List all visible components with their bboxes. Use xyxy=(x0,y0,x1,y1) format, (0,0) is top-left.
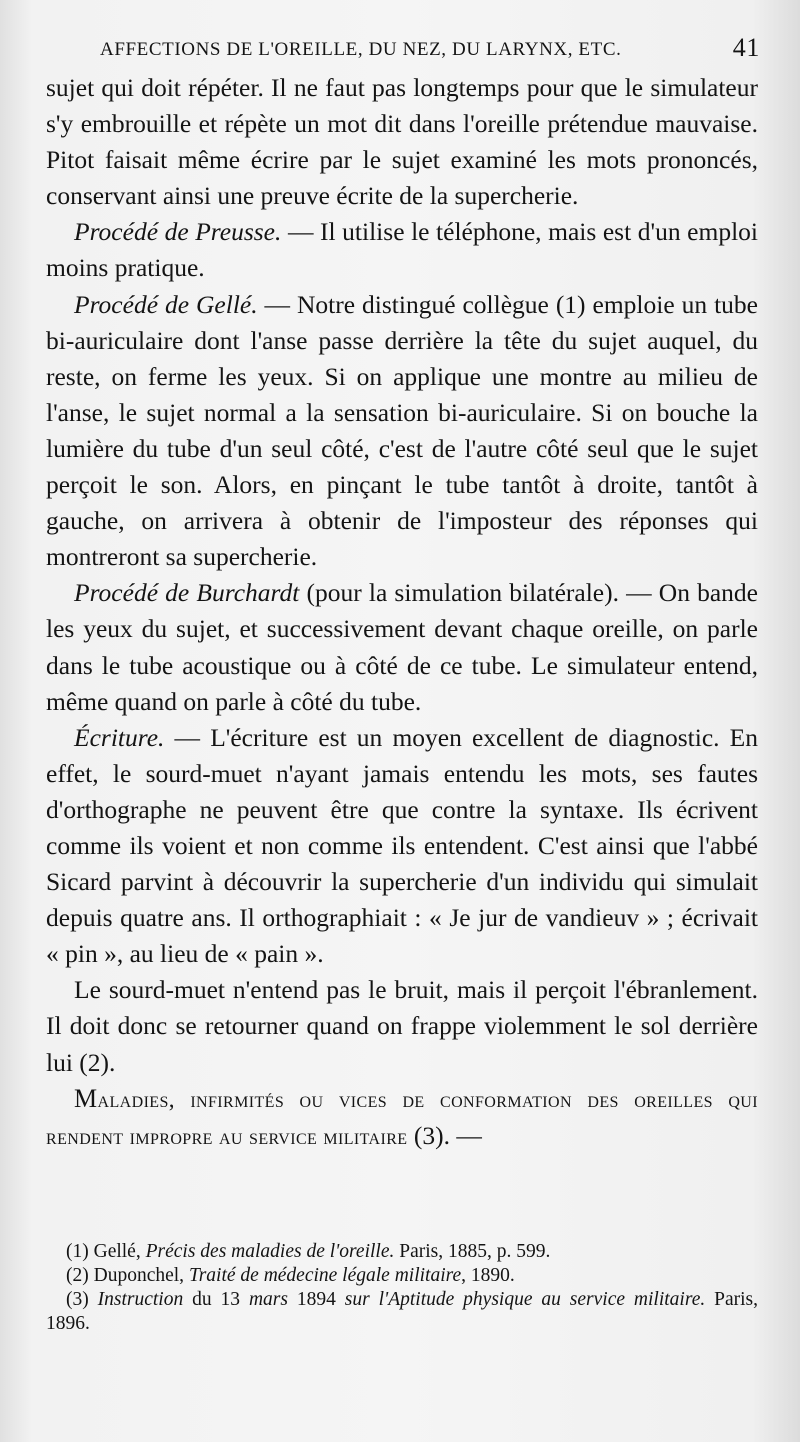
paragraph-gelle xyxy=(46,287,758,576)
footnote-title: mars xyxy=(248,1289,288,1310)
footnote-title: sur l'Aptitude physique au service militaire. xyxy=(344,1289,706,1310)
section-title-ecriture: Écriture. xyxy=(74,722,165,752)
running-title: AFFECTIONS DE L'OREILLE, DU NEZ, DU LARYNX, ETC. xyxy=(100,39,622,60)
footnotes xyxy=(46,1240,758,1336)
footnote-text: (3) xyxy=(66,1289,98,1310)
section-heading-maladies xyxy=(46,1083,758,1149)
section-title-preusse: Procédé de Preusse. xyxy=(74,217,282,247)
page-number: 41 xyxy=(732,33,760,62)
heading-rest: aladies, infirmités ou vices de conformation des oreilles qui rendent impropre au service militaire xyxy=(46,1086,758,1149)
paragraph-text: (pour la simulation bilatérale). — On bande les yeux du sujet, et successivement devant chaque oreille, on parle dans le tube acoustique ou à côté de ce tube. Le simulateur entend, même quand on parle à côté du tube. xyxy=(46,578,758,716)
footnote-title: Traité de médecine légale militaire xyxy=(188,1265,462,1286)
footnote-text: 1894 xyxy=(287,1289,345,1310)
footnote-title: Précis des maladies de l'oreille. xyxy=(145,1241,395,1262)
footnote-3 xyxy=(46,1288,758,1336)
paragraph-text: Le sourd-muet n'entend pas le bruit, mais il perçoit l'ébranlement. Il doit donc se retourner quand on frappe violemment le sol derrière lui (2). xyxy=(46,975,758,1077)
section-title-gelle: Procédé de Gellé. xyxy=(74,289,258,319)
footnote-text: du 13 xyxy=(183,1289,249,1310)
paragraph-burchardt xyxy=(46,575,758,719)
main-text xyxy=(46,70,758,1155)
paragraph-sourd-muet xyxy=(46,972,758,1080)
footnote-text: Paris, 1896. xyxy=(46,1289,759,1334)
footnote-text: , 1890. xyxy=(461,1265,515,1286)
footnote-title: Instruction xyxy=(97,1289,184,1310)
paragraph-text: sujet qui doit répéter. Il ne faut pas longtemps pour que le simulateur s'y embrouille et répète un mot dit dans l'oreille prétendue mauvaise. Pitot faisait même écrire par le sujet examiné les mots prononcés, conservant ainsi une preuve écrite de la supercherie. xyxy=(46,73,758,211)
paragraph-ecriture xyxy=(46,720,758,973)
footnote-text: (2) Duponchel, xyxy=(66,1265,189,1286)
footnote-2 xyxy=(46,1264,758,1288)
footnote-text: Paris, 1885, p. 599. xyxy=(394,1241,551,1262)
paragraph-text: — Il utilise le téléphone, mais est d'un emploi moins pratique. xyxy=(46,217,758,283)
running-header xyxy=(100,33,760,62)
paragraph-preusse xyxy=(46,214,758,286)
paragraph-text: — L'écriture est un moyen excellent de diagnostic. En effet, le sourd-muet n'ayant jamais entendu les mots, ses fautes d'orthographe ne peuvent être que contre la syntaxe. Ils écrivent comme ils voient et non comme ils entendent. C'est ainsi que l'abbé Sicard parvint à découvrir la supercherie d'un individu qui simulait depuis quatre ans. Il orthographiait : « Je jur de vandieuv » ; écrivait « pin », au lieu de « pain ». xyxy=(46,722,758,969)
footnote-text: (1) Gellé, xyxy=(66,1241,146,1262)
paragraph-text: — Notre distingué collègue (1) emploie un tube bi-auriculaire dont l'anse passe derrière la tête du sujet auquel, du reste, on ferme les yeux. Si on applique une montre au milieu de l'anse, le sujet normal a la sensation bi-auriculaire. Si on bouche la lumière du tube d'un seul côté, c'est de l'autre côté seul que le sujet perçoit le son. Alors, en pinçant le tube tantôt à droite, tantôt à gauche, on arrivera à obtenir de l'imposteur des réponses qui montreront sa supercherie. xyxy=(46,289,758,572)
paragraph-maladies xyxy=(46,1081,758,1155)
section-title-burchardt: Procédé de Burchardt xyxy=(74,578,300,608)
paragraph-text: (3). — xyxy=(407,1120,482,1150)
heading-initial: M xyxy=(74,1083,98,1113)
footnote-1 xyxy=(46,1240,758,1264)
paragraph-continued xyxy=(46,70,758,214)
